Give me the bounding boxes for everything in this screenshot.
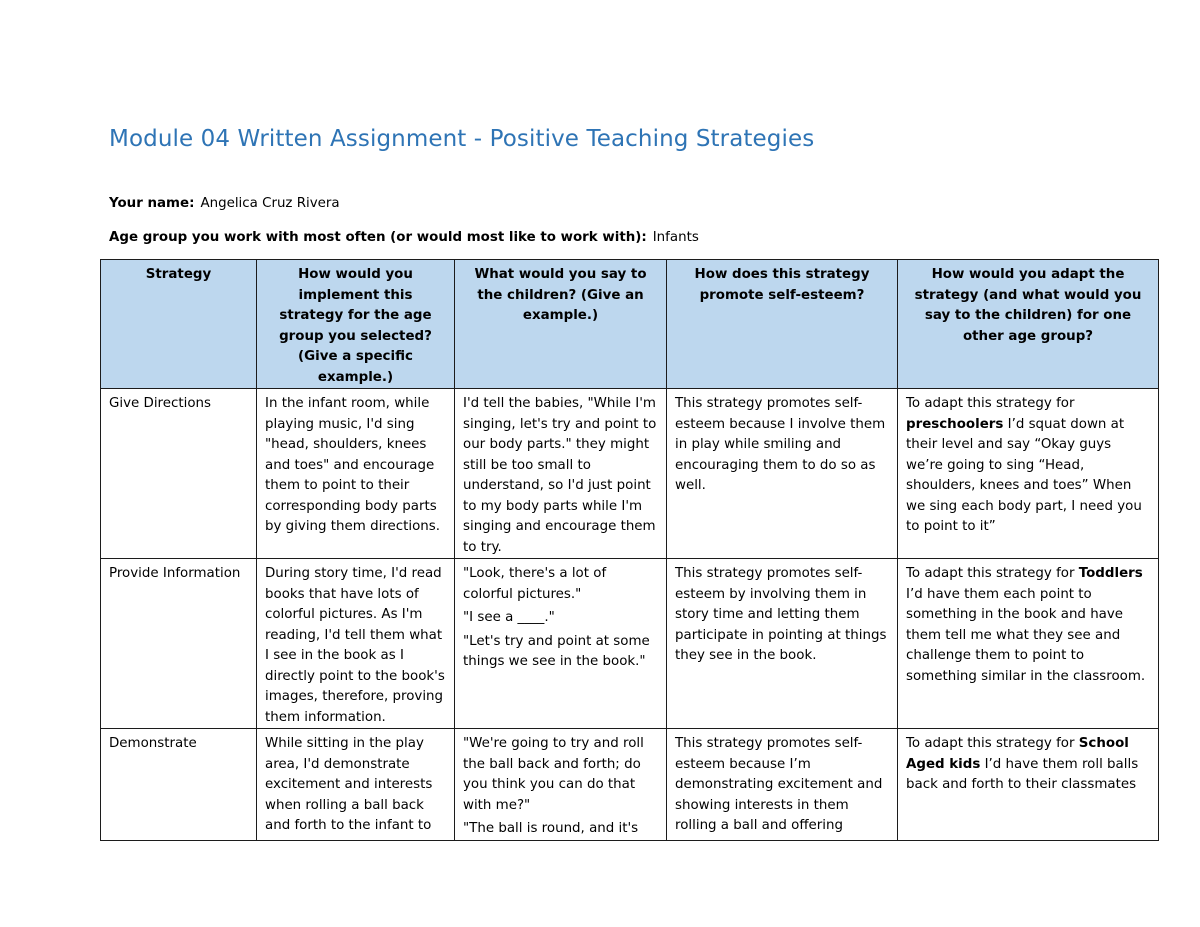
header-adapt: How would you adapt the strategy (and what would you say to the children) for one other age group?: [898, 260, 1159, 389]
say-line: "We're going to try and roll the ball back and forth; do you think you can do that with me?": [463, 736, 644, 813]
adapt-age-group: Toddlers: [1078, 566, 1143, 581]
adapt-text-post: I’d have them roll balls back and forth to their classmates: [906, 756, 1139, 792]
name-label: Your name:: [109, 196, 195, 211]
strategy-cell: Provide Information: [101, 559, 257, 729]
adapt-text-post: I’d have them each point to something in the book and have them tell me what they see and challenge them to point to something similar in the classroom.: [906, 586, 1146, 684]
table-header-row: [101, 260, 1159, 389]
say-cell: [455, 389, 667, 559]
name-field: [109, 196, 340, 211]
strategy-cell: Demonstrate: [101, 729, 257, 841]
say-line: "Look, there's a lot of colorful pictures.": [463, 566, 607, 602]
header-say: What would you say to the children? (Give an example.): [455, 260, 667, 389]
say-line: "Let's try and point at some things we see in the book.": [463, 633, 650, 669]
adapt-age-group: preschoolers: [906, 416, 1004, 432]
name-value: Angelica Cruz Rivera: [200, 196, 340, 211]
adapt-text-post: I’d squat down at their level and say “Okay guys we’re going to sing “Head, shoulders, knees and toes” When we sing each body part, I need you to point to it”: [906, 416, 1142, 534]
header-strategy: Strategy: [101, 260, 257, 389]
table-row: [101, 729, 1159, 841]
table-row: [101, 389, 1159, 559]
implement-cell: In the infant room, while playing music, I'd sing "head, shoulders, knees and toes" and encourage them to point to their corresponding body parts by giving them directions.: [257, 389, 455, 559]
say-line: I'd tell the babies, "While I'm singing, let's try and point to our body parts." they might still be too small to understand, so I'd just point to my body parts while I'm singing and encourage them to try.: [463, 396, 657, 555]
adapt-age-group: School Aged kids: [906, 736, 1129, 772]
adapt-text-pre: To adapt this strategy for: [906, 566, 1079, 581]
adapt-cell: [898, 389, 1159, 559]
say-cell: [455, 559, 667, 729]
header-self-esteem: How does this strategy promote self-esteem?: [667, 260, 898, 389]
age-group-value: Infants: [652, 230, 699, 245]
document-title: Module 04 Written Assignment - Positive Teaching Strategies: [109, 126, 815, 152]
header-implement: How would you implement this strategy for the age group you selected? (Give a specific example.): [257, 260, 455, 389]
self-esteem-cell: This strategy promotes self-esteem because I involve them in play while smiling and encouraging them to do so as well.: [667, 389, 898, 559]
adapt-text-pre: To adapt this strategy for: [906, 396, 1075, 411]
self-esteem-cell: This strategy promotes self-esteem because I’m demonstrating excitement and showing interests in them rolling a ball and offering: [667, 729, 898, 841]
age-group-field: [109, 230, 699, 245]
adapt-cell: [898, 559, 1159, 729]
table-row: [101, 559, 1159, 729]
self-esteem-cell: This strategy promotes self-esteem by involving them in story time and letting them participate in pointing at things they see in the book.: [667, 559, 898, 729]
implement-cell: During story time, I'd read books that have lots of colorful pictures. As I'm reading, I'd tell them what I see in the book as I directly point to the book's images, therefore, proving them information.: [257, 559, 455, 729]
strategies-table: [100, 259, 1159, 841]
say-line: "I see a ____.": [463, 610, 555, 625]
say-line: "The ball is round, and it's: [463, 821, 639, 836]
age-group-label: Age group you work with most often (or would most like to work with):: [109, 230, 647, 245]
adapt-cell: [898, 729, 1159, 841]
implement-cell: While sitting in the play area, I'd demonstrate excitement and interests when rolling a ball back and forth to the infant to: [257, 729, 455, 841]
adapt-text-pre: To adapt this strategy for: [906, 736, 1079, 751]
strategy-cell: Give Directions: [101, 389, 257, 559]
say-cell: [455, 729, 667, 841]
